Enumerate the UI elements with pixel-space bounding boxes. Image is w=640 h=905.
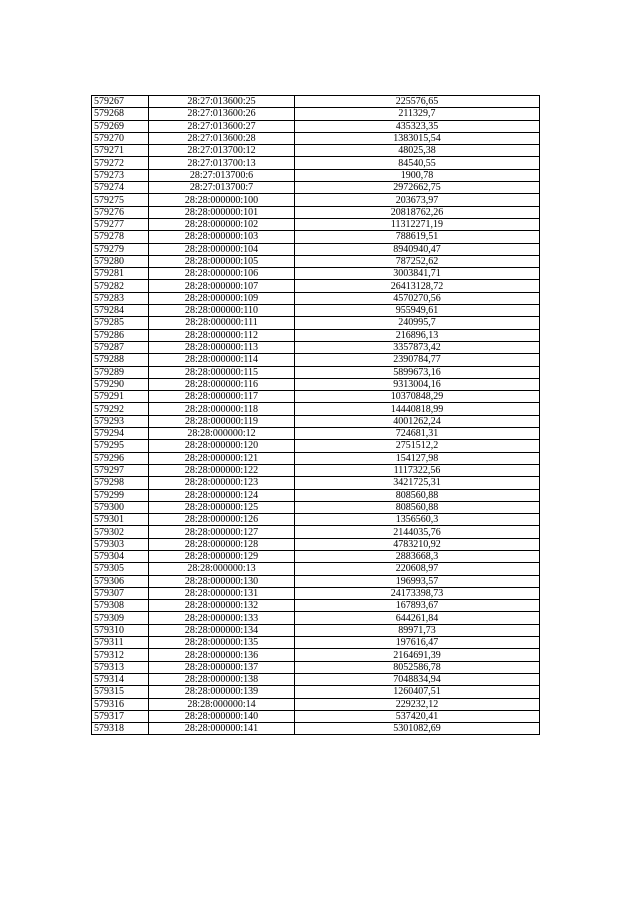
cadastral-value-cell: 167893,67	[295, 600, 540, 612]
cadastral-value-cell: 1356560,3	[295, 514, 540, 526]
cadastral-value-cell: 1260407,51	[295, 686, 540, 698]
table-row	[92, 305, 540, 317]
cadastral-number-cell: 28:28:000000:114	[149, 354, 295, 366]
cadastral-number-cell: 28:28:000000:113	[149, 341, 295, 353]
row-number-cell: 579307	[92, 587, 149, 599]
cadastral-value-cell: 537420,41	[295, 710, 540, 722]
cadastral-number-cell: 28:28:000000:132	[149, 600, 295, 612]
row-number-cell: 579280	[92, 255, 149, 267]
row-number-cell: 579315	[92, 686, 149, 698]
row-number-cell: 579305	[92, 563, 149, 575]
table-row	[92, 673, 540, 685]
cadastral-value-cell: 229232,12	[295, 698, 540, 710]
table-row	[92, 661, 540, 673]
table-row	[92, 366, 540, 378]
cadastral-value-cell: 225576,65	[295, 96, 540, 108]
table-row	[92, 354, 540, 366]
cadastral-number-cell: 28:28:000000:116	[149, 378, 295, 390]
row-number-cell: 579268	[92, 108, 149, 120]
row-number-cell: 579287	[92, 341, 149, 353]
row-number-cell: 579291	[92, 391, 149, 403]
table-row	[92, 563, 540, 575]
cadastral-number-cell: 28:27:013600:26	[149, 108, 295, 120]
row-number-cell: 579276	[92, 206, 149, 218]
cadastral-number-cell: 28:28:000000:110	[149, 305, 295, 317]
cadastral-value-cell: 48025,38	[295, 145, 540, 157]
cadastral-value-cell: 644261,84	[295, 612, 540, 624]
cadastral-number-cell: 28:28:000000:131	[149, 587, 295, 599]
table-row	[92, 612, 540, 624]
cadastral-number-cell: 28:28:000000:103	[149, 231, 295, 243]
cadastral-value-table	[91, 95, 540, 735]
row-number-cell: 579296	[92, 452, 149, 464]
cadastral-number-cell: 28:28:000000:102	[149, 218, 295, 230]
row-number-cell: 579279	[92, 243, 149, 255]
row-number-cell: 579284	[92, 305, 149, 317]
table-row	[92, 550, 540, 562]
table-row	[92, 649, 540, 661]
row-number-cell: 579271	[92, 145, 149, 157]
table-row	[92, 378, 540, 390]
cadastral-number-cell: 28:28:000000:101	[149, 206, 295, 218]
cadastral-number-cell: 28:28:000000:124	[149, 489, 295, 501]
table-row	[92, 280, 540, 292]
cadastral-number-cell: 28:28:000000:135	[149, 637, 295, 649]
row-number-cell: 579297	[92, 464, 149, 476]
cadastral-number-cell: 28:28:000000:115	[149, 366, 295, 378]
table-row	[92, 132, 540, 144]
cadastral-number-cell: 28:28:000000:112	[149, 329, 295, 341]
table-row	[92, 96, 540, 108]
cadastral-number-cell: 28:27:013700:12	[149, 145, 295, 157]
cadastral-number-cell: 28:28:000000:119	[149, 415, 295, 427]
cadastral-value-cell: 1117322,56	[295, 464, 540, 476]
row-number-cell: 579300	[92, 501, 149, 513]
cadastral-number-cell: 28:28:000000:129	[149, 550, 295, 562]
cadastral-number-cell: 28:28:000000:139	[149, 686, 295, 698]
cadastral-value-cell: 787252,62	[295, 255, 540, 267]
cadastral-number-cell: 28:28:000000:138	[149, 673, 295, 685]
row-number-cell: 579292	[92, 403, 149, 415]
cadastral-value-cell: 4570270,56	[295, 292, 540, 304]
cadastral-value-cell: 4783210,92	[295, 538, 540, 550]
table-row	[92, 391, 540, 403]
cadastral-value-cell: 11312271,19	[295, 218, 540, 230]
table-row	[92, 464, 540, 476]
table-row	[92, 329, 540, 341]
row-number-cell: 579281	[92, 268, 149, 280]
row-number-cell: 579309	[92, 612, 149, 624]
cadastral-number-cell: 28:27:013600:27	[149, 120, 295, 132]
row-number-cell: 579303	[92, 538, 149, 550]
row-number-cell: 579294	[92, 428, 149, 440]
cadastral-number-cell: 28:28:000000:141	[149, 723, 295, 735]
table-row	[92, 637, 540, 649]
cadastral-value-cell: 2144035,76	[295, 526, 540, 538]
cadastral-value-cell: 26413128,72	[295, 280, 540, 292]
cadastral-value-cell: 3357873,42	[295, 341, 540, 353]
cadastral-number-cell: 28:28:000000:128	[149, 538, 295, 550]
cadastral-value-cell: 220608,97	[295, 563, 540, 575]
row-number-cell: 579293	[92, 415, 149, 427]
table-row	[92, 587, 540, 599]
cadastral-value-cell: 788619,51	[295, 231, 540, 243]
cadastral-value-cell: 240995,7	[295, 317, 540, 329]
row-number-cell: 579290	[92, 378, 149, 390]
cadastral-number-cell: 28:28:000000:100	[149, 194, 295, 206]
table-row	[92, 194, 540, 206]
cadastral-number-cell: 28:27:013600:25	[149, 96, 295, 108]
cadastral-number-cell: 28:28:000000:130	[149, 575, 295, 587]
table-row	[92, 317, 540, 329]
cadastral-value-cell: 808560,88	[295, 489, 540, 501]
table-body	[92, 96, 540, 735]
cadastral-value-cell: 435323,35	[295, 120, 540, 132]
cadastral-number-cell: 28:28:000000:134	[149, 624, 295, 636]
table-row	[92, 243, 540, 255]
row-number-cell: 579289	[92, 366, 149, 378]
cadastral-value-cell: 196993,57	[295, 575, 540, 587]
cadastral-number-cell: 28:28:000000:106	[149, 268, 295, 280]
table-row	[92, 440, 540, 452]
table-row	[92, 501, 540, 513]
cadastral-value-cell: 8940940,47	[295, 243, 540, 255]
cadastral-number-cell: 28:28:000000:12	[149, 428, 295, 440]
cadastral-value-cell: 9313004,16	[295, 378, 540, 390]
row-number-cell: 579273	[92, 169, 149, 181]
table-row	[92, 452, 540, 464]
cadastral-number-cell: 28:28:000000:118	[149, 403, 295, 415]
table-row	[92, 108, 540, 120]
table-row	[92, 538, 540, 550]
row-number-cell: 579283	[92, 292, 149, 304]
row-number-cell: 579274	[92, 182, 149, 194]
row-number-cell: 579275	[92, 194, 149, 206]
row-number-cell: 579318	[92, 723, 149, 735]
row-number-cell: 579282	[92, 280, 149, 292]
cadastral-number-cell: 28:28:000000:105	[149, 255, 295, 267]
table-row	[92, 477, 540, 489]
row-number-cell: 579316	[92, 698, 149, 710]
row-number-cell: 579299	[92, 489, 149, 501]
table-row	[92, 218, 540, 230]
cadastral-value-cell: 2972662,75	[295, 182, 540, 194]
cadastral-value-cell: 1383015,54	[295, 132, 540, 144]
cadastral-number-cell: 28:28:000000:117	[149, 391, 295, 403]
table-row	[92, 698, 540, 710]
row-number-cell: 579317	[92, 710, 149, 722]
cadastral-number-cell: 28:27:013700:6	[149, 169, 295, 181]
cadastral-number-cell: 28:28:000000:133	[149, 612, 295, 624]
table-row	[92, 624, 540, 636]
table-row	[92, 686, 540, 698]
table-row	[92, 710, 540, 722]
table-row	[92, 428, 540, 440]
row-number-cell: 579285	[92, 317, 149, 329]
cadastral-value-cell: 2751512,2	[295, 440, 540, 452]
table-row	[92, 169, 540, 181]
cadastral-value-cell: 5301082,69	[295, 723, 540, 735]
table-row	[92, 157, 540, 169]
cadastral-number-cell: 28:28:000000:104	[149, 243, 295, 255]
table-row	[92, 341, 540, 353]
cadastral-value-cell: 89971,73	[295, 624, 540, 636]
cadastral-number-cell: 28:28:000000:109	[149, 292, 295, 304]
table-row	[92, 600, 540, 612]
cadastral-value-cell: 1900,78	[295, 169, 540, 181]
row-number-cell: 579304	[92, 550, 149, 562]
cadastral-number-cell: 28:27:013700:7	[149, 182, 295, 194]
cadastral-number-cell: 28:28:000000:111	[149, 317, 295, 329]
cadastral-value-cell: 2883668,3	[295, 550, 540, 562]
table-row	[92, 292, 540, 304]
cadastral-number-cell: 28:28:000000:123	[149, 477, 295, 489]
row-number-cell: 579311	[92, 637, 149, 649]
cadastral-number-cell: 28:28:000000:14	[149, 698, 295, 710]
table-row	[92, 489, 540, 501]
table-row	[92, 514, 540, 526]
cadastral-number-cell: 28:28:000000:107	[149, 280, 295, 292]
cadastral-value-cell: 84540,55	[295, 157, 540, 169]
cadastral-number-cell: 28:28:000000:122	[149, 464, 295, 476]
cadastral-value-cell: 216896,13	[295, 329, 540, 341]
cadastral-value-cell: 808560,88	[295, 501, 540, 513]
cadastral-value-cell: 3421725,31	[295, 477, 540, 489]
table-row	[92, 206, 540, 218]
table-row	[92, 255, 540, 267]
table-row	[92, 268, 540, 280]
row-number-cell: 579286	[92, 329, 149, 341]
table-row	[92, 526, 540, 538]
row-number-cell: 579301	[92, 514, 149, 526]
cadastral-value-cell: 211329,7	[295, 108, 540, 120]
cadastral-value-cell: 7048834,94	[295, 673, 540, 685]
table-row	[92, 231, 540, 243]
cadastral-number-cell: 28:28:000000:127	[149, 526, 295, 538]
cadastral-number-cell: 28:28:000000:120	[149, 440, 295, 452]
row-number-cell: 579288	[92, 354, 149, 366]
row-number-cell: 579278	[92, 231, 149, 243]
row-number-cell: 579269	[92, 120, 149, 132]
table-row	[92, 182, 540, 194]
cadastral-value-cell: 20818762,26	[295, 206, 540, 218]
cadastral-value-cell: 24173398,73	[295, 587, 540, 599]
table-row	[92, 145, 540, 157]
cadastral-value-cell: 955949,61	[295, 305, 540, 317]
cadastral-number-cell: 28:28:000000:137	[149, 661, 295, 673]
row-number-cell: 579314	[92, 673, 149, 685]
row-number-cell: 579267	[92, 96, 149, 108]
cadastral-number-cell: 28:28:000000:121	[149, 452, 295, 464]
row-number-cell: 579306	[92, 575, 149, 587]
row-number-cell: 579270	[92, 132, 149, 144]
row-number-cell: 579310	[92, 624, 149, 636]
table-row	[92, 723, 540, 735]
cadastral-value-cell: 724681,31	[295, 428, 540, 440]
table-row	[92, 575, 540, 587]
cadastral-value-cell: 4001262,24	[295, 415, 540, 427]
cadastral-value-cell: 8052586,78	[295, 661, 540, 673]
cadastral-value-cell: 5899673,16	[295, 366, 540, 378]
row-number-cell: 579308	[92, 600, 149, 612]
cadastral-number-cell: 28:28:000000:125	[149, 501, 295, 513]
cadastral-number-cell: 28:27:013600:28	[149, 132, 295, 144]
cadastral-number-cell: 28:28:000000:140	[149, 710, 295, 722]
cadastral-value-cell: 203673,97	[295, 194, 540, 206]
cadastral-value-cell: 3003841,71	[295, 268, 540, 280]
cadastral-value-cell: 2390784,77	[295, 354, 540, 366]
row-number-cell: 579295	[92, 440, 149, 452]
row-number-cell: 579272	[92, 157, 149, 169]
table-row	[92, 415, 540, 427]
cadastral-number-cell: 28:27:013700:13	[149, 157, 295, 169]
cadastral-number-cell: 28:28:000000:136	[149, 649, 295, 661]
cadastral-number-cell: 28:28:000000:126	[149, 514, 295, 526]
cadastral-value-cell: 197616,47	[295, 637, 540, 649]
table-row	[92, 403, 540, 415]
cadastral-value-cell: 154127,98	[295, 452, 540, 464]
cadastral-value-cell: 2164691,39	[295, 649, 540, 661]
cadastral-value-cell: 14440818,99	[295, 403, 540, 415]
row-number-cell: 579302	[92, 526, 149, 538]
row-number-cell: 579298	[92, 477, 149, 489]
cadastral-value-cell: 10370848,29	[295, 391, 540, 403]
row-number-cell: 579312	[92, 649, 149, 661]
cadastral-number-cell: 28:28:000000:13	[149, 563, 295, 575]
row-number-cell: 579313	[92, 661, 149, 673]
table-row	[92, 120, 540, 132]
row-number-cell: 579277	[92, 218, 149, 230]
